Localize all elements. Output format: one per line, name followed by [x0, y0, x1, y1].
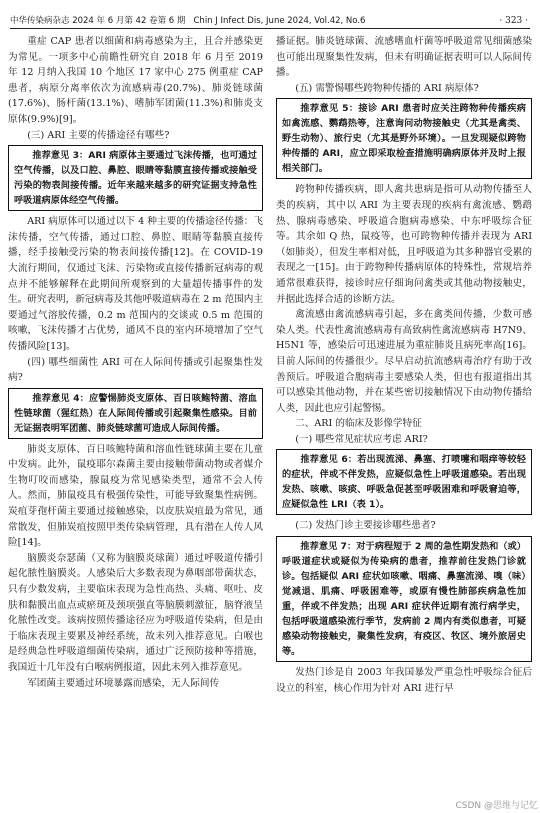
- recommendation-box-4: 推荐意见 4：应警惕肺炎支原体、百日咳鲍特菌、溶血性链球菌（猩红热）在人际间传播或引起聚集性感染。目前无证据表明军团菌、肺炎链球菌可造成人际间传播。: [8, 388, 263, 439]
- section-heading: (五) 需警惕哪些跨物种传播的 ARI 病原体?: [295, 82, 479, 94]
- paragraph: 肺炎支原体、百日咳鲍特菌和溶血性链球菌主要在儿童中发病。此外，鼠疫耶尔森菌主要由接触带菌动物或者媒介生物叮咬而感染，腺鼠疫为常见感染类型，通常不会人传人。然而，肺鼠疫具有极强传染性，可能导致聚集性病例。炭疽芽孢杆菌主要通过接触感染，以皮肤炭疽最为常见，通常散发，但肺炭疽按照甲类传染病管理，具有潜在人传人风险[14]。: [8, 443, 263, 549]
- paragraph: 脑膜炎奈瑟菌（又称为脑膜炎球菌）通过呼吸道传播引起化脓性脑膜炎。人感染后大多数表现为鼻咽部带菌状态，只有少数发病，主要临床表现为急性高热、头痛、呕吐、皮肤和黏膜出血点或瘀斑及颈项强直等脑膜刺激征，脑脊液呈化脓性改变。该病按照传播途径应为呼吸道传染病，但是由于临床表现主要累及神经系统，故未列入推荐意见。白喉也是经典急性呼吸道细菌传染病，通过广泛预防接种等措施，我国近十几年没有白喉病例报道，因此未列入推荐意见。: [8, 552, 263, 673]
- section-heading: (二) 发热门诊主要接诊哪些患者?: [295, 520, 436, 532]
- recommendation-box-3: 推荐意见 3：ARI 病原体主要通过飞沫传播，也可通过空气传播，以及口腔、鼻腔、眼睛等黏膜直接传播或接触受污染的物表间接传播。近年来越来越多的研究证据支持急性呼吸道病原体经空气传播。: [8, 145, 263, 211]
- recommendation-box-5: 推荐意见 5：接诊 ARI 患者时应关注跨物种传播疾病如禽流感、鹦鹉热等，注意询问动物接触史（尤其是禽类、野生动物）、旅行史（尤其是野外环境）。一旦发现疑似跨物种传播的 ARI，应立即采取检查措施明确病原体并及时上报相关部门。: [276, 98, 532, 179]
- paragraph: 重症 CAP 患者以细菌和病毒感染为主，且合并感染更为常见。一项多中心前瞻性研究自 2018 年 6 月至 2019 年 12 月纳入我国 10 个地区 17 家中心 275 例重症 CAP 患者，病原分离率依次为流感病毒(20.7%)、肺炎链球菌(17.6%)、肠杆菌(13.1%)、嗜肺军团菌(11.3%)和肺炎支原体(9.9%)[9]。: [8, 36, 263, 125]
- recommendation-box-6: 推荐意见 6：若出现流涕、鼻塞、打喷嚏和咽痒等较轻的症状，伴或不伴发热，应疑似急性上呼吸道感染。若出现发热、咳嗽、咳痰、呼吸急促甚至呼吸困难和呼吸窘迫等，应疑似急性 LRI（表 1）。: [276, 449, 532, 515]
- right-column: [276, 34, 532, 696]
- section-heading: (四) 哪些细菌性 ARI 可在人际间传播或引起聚集性发病?: [8, 356, 263, 384]
- recommendation-box-7: 推荐意见 7：对于病程短于 2 周的急性期发热和（或）呼吸道症状或疑似为传染病的患者，推荐前往发热门诊就诊。包括疑似 ARI 症状如咳嗽、咽痛、鼻塞流涕、嗅（味）觉减退、肌痛、呼吸困难等，或原有慢性肺部疾病急性加重，伴或不伴发热；出现 ARI 症状伴近期有流行病学史，包括呼吸道感染流行季节，发病前 2 周内有类似患者，可疑感染动物接触史，聚集性发病，有疫区、牧区、境外旅居史等。: [276, 536, 532, 662]
- journal-title-cn: 中华传染病杂志 2024 年 6 月第 42 卷第 6 期: [10, 16, 186, 26]
- journal-title: [10, 14, 365, 26]
- page-number: · 323 ·: [499, 16, 528, 26]
- paragraph: 发热门诊是自 2003 年我国暴发严重急性呼吸综合征后设立的科室，核心作用为针对 ARI 进行早: [276, 667, 532, 694]
- paragraph: 军团菌主要通过环境暴露而感染，无人际间传: [27, 677, 220, 689]
- paragraph: ARI 病原体可以通过以下 4 种主要的传播途径传播：飞沫传播，空气传播，通过口腔、鼻腔、眼睛等黏膜直接传播，经手接触受污染的物表间接传播[12]。在 COVID-19 大流行期间，仅通过飞沫、污染物或直接传播新冠病毒的观点并不能够解释在此期间所观察到的大量超传播事件的发生。研究表明，新冠病毒及其他呼吸道病毒在 2 m 范围内主要通过气溶胶传播，0.2 m 范围内的交谈或 0.5 m 范围的咳嗽，飞沫传播才占优势，通风不良的室内环境增加了空气传播风险[13]。: [8, 216, 263, 352]
- section-heading: (一) 哪些常见症状应考虑 ARI?: [295, 433, 428, 445]
- paragraph: 播证据。肺炎链球菌、流感嗜血杆菌等呼吸道常见细菌感染也可能出现聚集性发病，但未有明确证据表明可以人际间传播。: [276, 36, 532, 79]
- left-column: [8, 34, 263, 691]
- journal-title-en: Chin J Infect Dis, June 2024, Vol.42, No.6: [193, 16, 366, 26]
- paragraph: 跨物种传播疾病，即人禽共患病是指可从动物传播至人类的疾病，其中以 ARI 为主要表现的疾病有禽流感、鹦鹉热、腺病毒感染、呼吸道合胞病毒感染、中东呼吸综合征等。其余如 Q 热，鼠疫等，也可跨物种传播并表现为 ARI（如肺炎），但发生率相对低，且呼吸道为其多种器官受累的表现之一[15]。由于跨物种传播病原体的特殊性，常规培养通常很难获得，接诊时应仔细询问禽类或其他动物接触史，并据此选择合适的诊断方法。: [276, 184, 532, 305]
- section-heading: (三) ARI 主要的传播途径有哪些?: [27, 129, 170, 141]
- paragraph: 禽流感由禽流感病毒引起，多在禽类间传播，少数可感染人类。代表性禽流感病毒有高致病性禽流感病毒 H7N9、H5N1 等，感染后可迅速进展为重症肺炎且病死率高[16]。目前人际间的传播很少。尽早启动抗流感病毒治疗有助于改善预后。呼吸道合胞病毒主要感染人类，但也有报道指出其可以感染其他动物，并在某些密切接触情况下由动物传播给人类，因此也应引起警惕。: [276, 309, 532, 414]
- watermark: CSDN @思维与记忆: [455, 801, 538, 811]
- section-heading: 二、ARI 的临床及影像学特征: [295, 418, 422, 430]
- page-header: [10, 6, 530, 29]
